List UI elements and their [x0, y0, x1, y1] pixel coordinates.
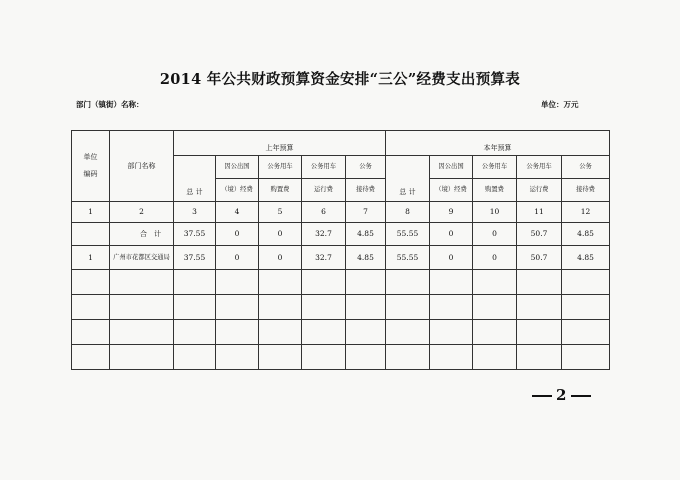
prev-year-header: 上年预算: [174, 131, 386, 156]
row-value: 32.7: [302, 246, 346, 270]
prev-vehicle-run-header-2: 运行费: [302, 179, 346, 202]
index-cell: 9: [430, 202, 473, 223]
row-value: 55.55: [386, 246, 430, 270]
dept-name-header: 部门名称: [110, 131, 174, 202]
index-cell: 10: [473, 202, 517, 223]
prev-vehicle-run-header: 公务用车: [302, 156, 346, 179]
row-code: [72, 223, 110, 246]
row-value: 4.85: [562, 223, 610, 246]
row-value: 32.7: [302, 223, 346, 246]
index-cell: 6: [302, 202, 346, 223]
index-cell: 1: [72, 202, 110, 223]
row-value: 50.7: [517, 223, 562, 246]
row-name: 广州市花都区交通局: [110, 246, 174, 270]
prev-reception-header: 公务: [346, 156, 386, 179]
table-row: [72, 246, 610, 270]
row-value: 0: [259, 246, 302, 270]
row-value: 4.85: [562, 246, 610, 270]
this-abroad-header-2: （境）经费: [430, 179, 473, 202]
row-value: 0: [216, 246, 259, 270]
index-cell: 5: [259, 202, 302, 223]
row-value: 0: [216, 223, 259, 246]
prev-total-header: 总 计: [174, 156, 216, 202]
index-cell: 12: [562, 202, 610, 223]
empty-row: [72, 320, 610, 345]
department-label: 部门（镇街）名称：: [76, 100, 144, 109]
this-reception-header: 公务: [562, 156, 610, 179]
this-year-header: 本年预算: [386, 131, 610, 156]
index-cell: 2: [110, 202, 174, 223]
dash-right: [571, 395, 591, 397]
index-cell: 11: [517, 202, 562, 223]
total-row: [72, 223, 610, 246]
unit-label: 单位：万元: [541, 100, 579, 109]
prev-vehicle-buy-header-2: 购置费: [259, 179, 302, 202]
row-value: 50.7: [517, 246, 562, 270]
this-vehicle-buy-header-2: 购置费: [473, 179, 517, 202]
row-value: 0: [473, 246, 517, 270]
row-name: 合 计: [110, 223, 174, 246]
empty-row: [72, 295, 610, 320]
index-row: [72, 202, 610, 223]
index-cell: 3: [174, 202, 216, 223]
row-value: 37.55: [174, 246, 216, 270]
dash-left: [532, 395, 552, 397]
budget-table: [71, 130, 610, 370]
row-value: 37.55: [174, 223, 216, 246]
prev-abroad-header: 因公出国: [216, 156, 259, 179]
row-value: 0: [430, 246, 473, 270]
this-total-header: 总 计: [386, 156, 430, 202]
row-value: 0: [259, 223, 302, 246]
row-value: 0: [473, 223, 517, 246]
row-value: 4.85: [346, 246, 386, 270]
prev-abroad-header-2: （境）经费: [216, 179, 259, 202]
this-vehicle-buy-header: 公务用车: [473, 156, 517, 179]
empty-row: [72, 270, 610, 295]
this-vehicle-run-header-2: 运行费: [517, 179, 562, 202]
this-reception-header-2: 接待费: [562, 179, 610, 202]
prev-reception-header-2: 接待费: [346, 179, 386, 202]
row-value: 55.55: [386, 223, 430, 246]
row-value: 4.85: [346, 223, 386, 246]
this-vehicle-run-header: 公务用车: [517, 156, 562, 179]
this-abroad-header: 因公出国: [430, 156, 473, 179]
row-code: 1: [72, 246, 110, 270]
page-number: 2: [528, 386, 595, 404]
prev-vehicle-buy-header: 公务用车: [259, 156, 302, 179]
index-cell: 4: [216, 202, 259, 223]
index-cell: 8: [386, 202, 430, 223]
row-value: 0: [430, 223, 473, 246]
index-cell: 7: [346, 202, 386, 223]
empty-row: [72, 345, 610, 370]
unit-code-header: 单位 编码: [72, 131, 110, 202]
document-title: 2014 年公共财政预算资金安排“三公”经费支出预算表: [159, 71, 521, 88]
header-row-groups: [72, 131, 610, 156]
